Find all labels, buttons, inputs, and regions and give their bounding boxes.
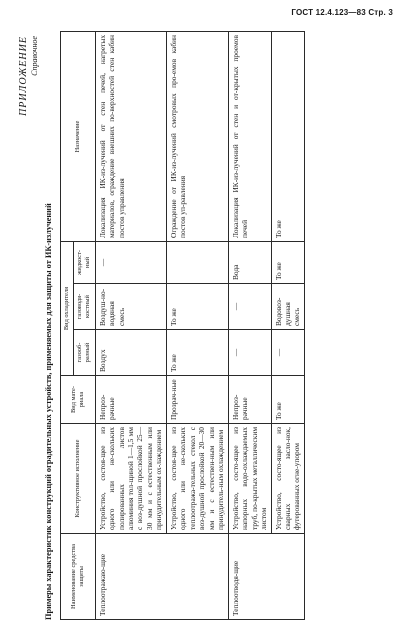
cell-material: Прозрач-ные: [166, 376, 228, 424]
col-header-coolant: Вид охладителя: [61, 241, 74, 375]
cell-design: Устройство, состо-ящее из сварных засло-нок, футерованных огне-упором: [271, 424, 304, 534]
cell-purpose: Локализация ИК-из-лучений от стен печей, нагретых материалов, ограждение внешних по-верхностей стен кабин постов управления: [95, 31, 166, 241]
col-header-material: Вид мате-риала: [61, 376, 96, 424]
col-header-purpose: Назначение: [61, 31, 96, 241]
cell-design: Устройство, состоя-щее из одного или не-скольких полированных листов алюминия тол-щиной 1—1,5 мм с воз-душной прослойкой 25—30 мм и с естественным или принудительным ох-лаждением: [95, 424, 166, 534]
table-row: [166, 31, 228, 619]
col-header-design: Конструктивное исполнение: [61, 424, 96, 534]
cell-liquid: [166, 241, 228, 283]
cell-design: Устройство, состо-ящее из напорных водо-охлаждаемых труб, по-крытых металлическим листом: [228, 424, 271, 534]
cell-name: Теплоотводя-щие: [228, 534, 304, 620]
cell-vapor: Воздуш-но-водяная смесь: [95, 284, 166, 330]
cell-gas: —: [271, 330, 304, 376]
table-row: [271, 31, 304, 619]
col-header-name: Наименование средства защиты: [61, 534, 96, 620]
cell-purpose: То же: [271, 31, 304, 241]
table-title: Примеры характеристик конструкций оградительных устройств, применяемых для защиты от ИК-излучений: [44, 203, 53, 620]
page-header: ГОСТ 12.4.123—83 Стр. 3: [291, 8, 393, 17]
col-header-vapor: газоводя-костный: [74, 284, 95, 330]
appendix-subtitle: Справочное: [30, 36, 39, 76]
cell-name: Теплоотражаю-щие: [95, 534, 228, 620]
table-header-row: [61, 31, 74, 619]
cell-vapor: То же: [166, 284, 228, 330]
cell-purpose: Ограждение от ИК-из-лучений смотровых про-емов кабин постов уп-равления: [166, 31, 228, 241]
cell-material: Непроз-рачные: [95, 376, 166, 424]
cell-purpose: Локализация ИК-из-лучений от стен и от-крытых проемов печей: [228, 31, 271, 241]
cell-gas: —: [228, 330, 271, 376]
col-header-liquid: жидкост-ный: [74, 241, 95, 283]
cell-vapor: —: [228, 284, 271, 330]
cell-design: Устройство, состоя-щее из одного или не-скольких теплоотража-тельных стекол с воз-душной прослойкой 20—30 мм и с естествен-ным или принудитель-ным охлаждением: [166, 424, 228, 534]
table-row: [228, 31, 271, 619]
cell-vapor: Водовоз-душная смесь: [271, 284, 304, 330]
cell-material: То же: [271, 376, 304, 424]
protection-devices-table: [60, 31, 305, 620]
cell-liquid: Вода: [228, 241, 271, 283]
cell-gas: То же: [166, 330, 228, 376]
table-row: [95, 31, 166, 619]
cell-liquid: —: [95, 241, 166, 283]
cell-material: Непроз-рачные: [228, 376, 271, 424]
appendix-title: ПРИЛОЖЕНИЕ: [18, 36, 29, 116]
cell-gas: Воздух: [95, 330, 166, 376]
rotated-page-content: [10, 30, 395, 622]
col-header-gas: газооб-разный: [74, 330, 95, 376]
cell-liquid: То же: [271, 241, 304, 283]
appendix-label: [18, 36, 39, 116]
